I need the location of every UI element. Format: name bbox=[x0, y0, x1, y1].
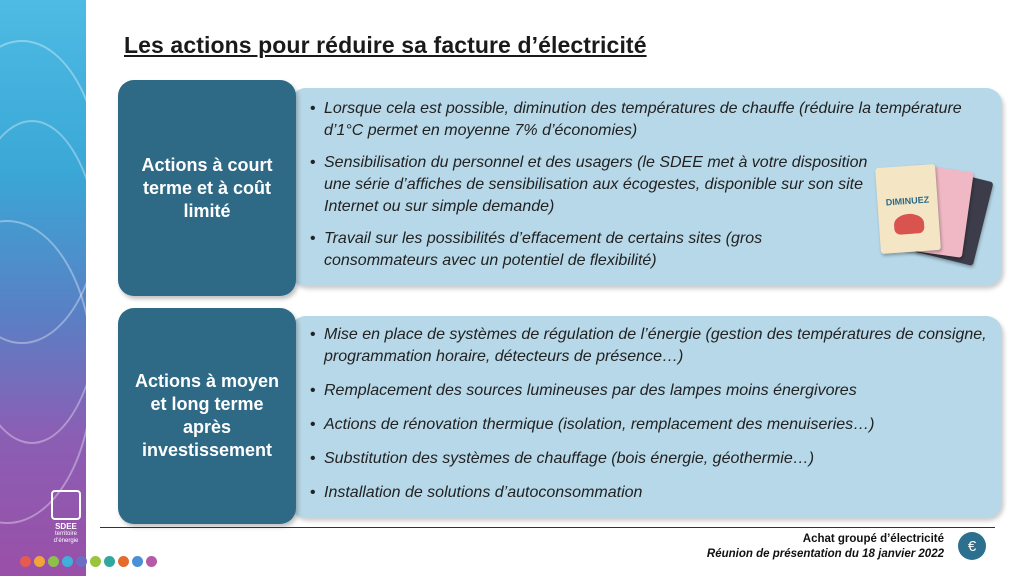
sdee-logo bbox=[48, 490, 84, 545]
list-item: • Travail sur les possibilités d’effacement de certains sites (gros consommateurs avec un potentiel de flexibilité) bbox=[310, 228, 854, 272]
sdee-logo-icon bbox=[51, 490, 81, 520]
footer-divider bbox=[100, 527, 995, 528]
theme-icons-row bbox=[20, 556, 157, 567]
short-term-heading bbox=[118, 80, 296, 296]
decorative-sidebar bbox=[0, 0, 86, 576]
theme-icon bbox=[48, 556, 59, 567]
long-term-heading bbox=[118, 308, 296, 524]
theme-icon bbox=[146, 556, 157, 567]
theme-icon bbox=[20, 556, 31, 567]
theme-icon bbox=[34, 556, 45, 567]
list-item: • Actions de rénovation thermique (isolation, remplacement des menuiseries…) bbox=[310, 414, 990, 436]
list-item: • Installation de solutions d’autoconsommation bbox=[310, 482, 990, 504]
section-heading: Actions à moyen et long terme après investissement bbox=[134, 371, 280, 460]
euro-bulb-icon: € bbox=[958, 532, 986, 560]
logo-subtitle: territoire d’énergie bbox=[53, 531, 79, 544]
list-item: • Mise en place de systèmes de régulation de l’énergie (gestion des températures de consigne, programmation horaire, détecteurs de présence…) bbox=[310, 324, 990, 368]
footer-line1: Achat groupé d’électricité bbox=[802, 533, 944, 545]
poster bbox=[875, 164, 941, 254]
section-heading: Actions à court terme et à coût limité bbox=[141, 154, 273, 221]
list-item: • Substitution des systèmes de chauffage (bois énergie, géothermie…) bbox=[310, 448, 990, 470]
theme-icon bbox=[90, 556, 101, 567]
poster-illustration bbox=[893, 213, 924, 235]
theme-icon bbox=[104, 556, 115, 567]
slide-title: Les actions pour réduire sa facture d’électricité bbox=[124, 32, 647, 58]
awareness-posters-image bbox=[870, 160, 990, 270]
theme-icon bbox=[62, 556, 73, 567]
long-term-list bbox=[310, 324, 990, 504]
theme-icon bbox=[118, 556, 129, 567]
footer bbox=[707, 532, 944, 562]
theme-icon bbox=[132, 556, 143, 567]
list-item: • Lorsque cela est possible, diminution des températures de chauffe (réduire la température d’1°C permet en moyenne 7% d’économies) bbox=[310, 98, 970, 142]
theme-icon bbox=[76, 556, 87, 567]
footer-line2: Réunion de présentation du 18 janvier 2022 bbox=[706, 548, 944, 560]
list-item: • Remplacement des sources lumineuses par des lampes moins énergivores bbox=[310, 380, 990, 402]
list-item: • Sensibilisation du personnel et des usagers (le SDEE met à votre disposition une série d’affiches de sensibilisation aux écogestes, disponible sur son site Internet ou sur simple demande) bbox=[310, 152, 869, 218]
logo-name: SDEE bbox=[55, 522, 77, 531]
poster-headline: DIMINUEZ bbox=[885, 194, 930, 208]
